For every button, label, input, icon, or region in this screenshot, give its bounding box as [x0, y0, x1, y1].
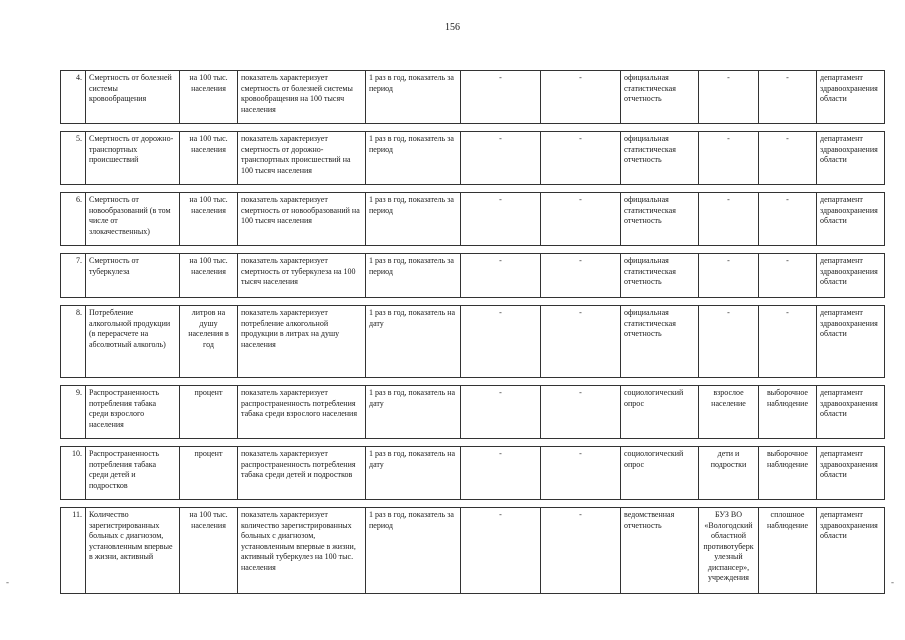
row-gap-cell [61, 298, 885, 306]
cell-c9: дети и подростки [699, 447, 759, 500]
cell-source: социологический опрос [621, 447, 699, 500]
cell-definition: показатель характеризует смертность от болезней системы кровообращения на 100 тысяч населения [238, 71, 366, 124]
table-row [61, 71, 885, 124]
cell-c9: взрослое население [699, 386, 759, 439]
page-number: 156 [445, 22, 460, 33]
cell-source: ведомственная отчетность [621, 508, 699, 594]
cell-responsible: департамент здравоохранения области [817, 508, 885, 594]
cell-c7: - [541, 132, 621, 185]
cell-frequency: 1 раз в год, показатель на дату [366, 447, 461, 500]
cell-unit: на 100 тыс. населения [180, 254, 238, 298]
cell-frequency: 1 раз в год, показатель на дату [366, 386, 461, 439]
cell-num: 5. [61, 132, 86, 185]
cell-unit: на 100 тыс. населения [180, 132, 238, 185]
cell-c9: БУЗ ВО «Вологодский областной противотуберкулезный диспансер», учреждения [699, 508, 759, 594]
row-gap-cell [61, 378, 885, 386]
cell-num: 8. [61, 306, 86, 378]
cell-num: 6. [61, 193, 86, 246]
cell-num: 7. [61, 254, 86, 298]
cell-responsible: департамент здравоохранения области [817, 193, 885, 246]
cell-source: официальная статистическая отчетность [621, 306, 699, 378]
cell-c9: - [699, 254, 759, 298]
cell-c7: - [541, 508, 621, 594]
cell-name: Потребление алкогольной продукции (в перерасчете на абсолютный алкоголь) [86, 306, 180, 378]
cell-c6: - [461, 254, 541, 298]
row-gap-cell [61, 439, 885, 447]
row-gap-cell [61, 185, 885, 193]
cell-num: 9. [61, 386, 86, 439]
table-row [61, 193, 885, 246]
row-gap-cell [61, 124, 885, 132]
cell-responsible: департамент здравоохранения области [817, 254, 885, 298]
cell-c6: - [461, 508, 541, 594]
cell-num: 4. [61, 71, 86, 124]
cell-c6: - [461, 306, 541, 378]
row-gap [61, 378, 885, 386]
cell-c7: - [541, 306, 621, 378]
table-row [61, 386, 885, 439]
cell-c10: сплошное наблюдение [759, 508, 817, 594]
cell-definition: показатель характеризует распространенность потребления табака среди детей и подростков [238, 447, 366, 500]
cell-c9: - [699, 193, 759, 246]
cell-c10: - [759, 132, 817, 185]
table-row [61, 508, 885, 594]
cell-c7: - [541, 386, 621, 439]
cell-responsible: департамент здравоохранения области [817, 447, 885, 500]
cell-name: Смертность от болезней системы кровообращения [86, 71, 180, 124]
cell-source: официальная статистическая отчетность [621, 254, 699, 298]
cell-unit: литров на душу населения в год [180, 306, 238, 378]
row-gap [61, 185, 885, 193]
cell-name: Распространенность потребления табака среди взрослого населения [86, 386, 180, 439]
cell-definition: показатель характеризует количество зарегистрированных больных с диагнозом, установленным впервые в жизни, активный туберкулез на 100 тыс. населения [238, 508, 366, 594]
cell-responsible: департамент здравоохранения области [817, 386, 885, 439]
cell-unit: на 100 тыс. населения [180, 193, 238, 246]
table-body [61, 71, 885, 594]
cell-c7: - [541, 254, 621, 298]
cell-unit: процент [180, 447, 238, 500]
cell-c7: - [541, 447, 621, 500]
cell-c10: - [759, 193, 817, 246]
cell-frequency: 1 раз в год, показатель за период [366, 254, 461, 298]
cell-c6: - [461, 71, 541, 124]
row-gap-cell [61, 246, 885, 254]
cell-responsible: департамент здравоохранения области [817, 132, 885, 185]
cell-definition: показатель характеризует смертность от новообразований на 100 тысяч населения [238, 193, 366, 246]
table-row [61, 254, 885, 298]
cell-responsible: департамент здравоохранения области [817, 71, 885, 124]
indicators-table [60, 70, 885, 594]
cell-name: Количество зарегистрированных больных с диагнозом, установленным впервые в жизни, активный [86, 508, 180, 594]
cell-c9: - [699, 71, 759, 124]
cell-source: официальная статистическая отчетность [621, 193, 699, 246]
cell-c6: - [461, 447, 541, 500]
cell-frequency: 1 раз в год, показатель за период [366, 508, 461, 594]
table-row [61, 306, 885, 378]
cell-c7: - [541, 193, 621, 246]
left-edge-mark: - [6, 577, 9, 587]
cell-name: Смертность от дорожно-транспортных происшествий [86, 132, 180, 185]
cell-definition: показатель характеризует смертность от туберкулеза на 100 тысяч населения [238, 254, 366, 298]
row-gap [61, 439, 885, 447]
cell-name: Смертность от новообразований (в том числе от злокачественных) [86, 193, 180, 246]
cell-c10: выборочное наблюдение [759, 386, 817, 439]
cell-c6: - [461, 193, 541, 246]
cell-c6: - [461, 132, 541, 185]
cell-unit: на 100 тыс. населения [180, 71, 238, 124]
cell-num: 10. [61, 447, 86, 500]
cell-c10: - [759, 71, 817, 124]
cell-definition: показатель характеризует распространенность потребления табака среди взрослого населения [238, 386, 366, 439]
cell-unit: на 100 тыс. населения [180, 508, 238, 594]
cell-responsible: департамент здравоохранения области [817, 306, 885, 378]
row-gap [61, 298, 885, 306]
cell-frequency: 1 раз в год, показатель за период [366, 193, 461, 246]
cell-c7: - [541, 71, 621, 124]
cell-name: Распространенность потребления табака среди детей и подростков [86, 447, 180, 500]
cell-num: 11. [61, 508, 86, 594]
cell-frequency: 1 раз в год, показатель на дату [366, 306, 461, 378]
cell-frequency: 1 раз в год, показатель за период [366, 132, 461, 185]
table-row [61, 447, 885, 500]
row-gap [61, 124, 885, 132]
cell-c9: - [699, 306, 759, 378]
cell-c10: - [759, 254, 817, 298]
cell-source: официальная статистическая отчетность [621, 71, 699, 124]
cell-c10: выборочное наблюдение [759, 447, 817, 500]
cell-c9: - [699, 132, 759, 185]
cell-source: социологический опрос [621, 386, 699, 439]
row-gap-cell [61, 500, 885, 508]
cell-name: Смертность от туберкулеза [86, 254, 180, 298]
table-row [61, 132, 885, 185]
right-edge-mark: - [891, 577, 894, 587]
cell-frequency: 1 раз в год, показатель за период [366, 71, 461, 124]
cell-c10: - [759, 306, 817, 378]
row-gap [61, 246, 885, 254]
cell-c6: - [461, 386, 541, 439]
cell-definition: показатель характеризует смертность от дорожно-транспортных происшествий на 100 тысяч населения [238, 132, 366, 185]
cell-source: официальная статистическая отчетность [621, 132, 699, 185]
cell-unit: процент [180, 386, 238, 439]
cell-definition: показатель характеризует потребление алкогольной продукции в литрах на душу населения [238, 306, 366, 378]
row-gap [61, 500, 885, 508]
